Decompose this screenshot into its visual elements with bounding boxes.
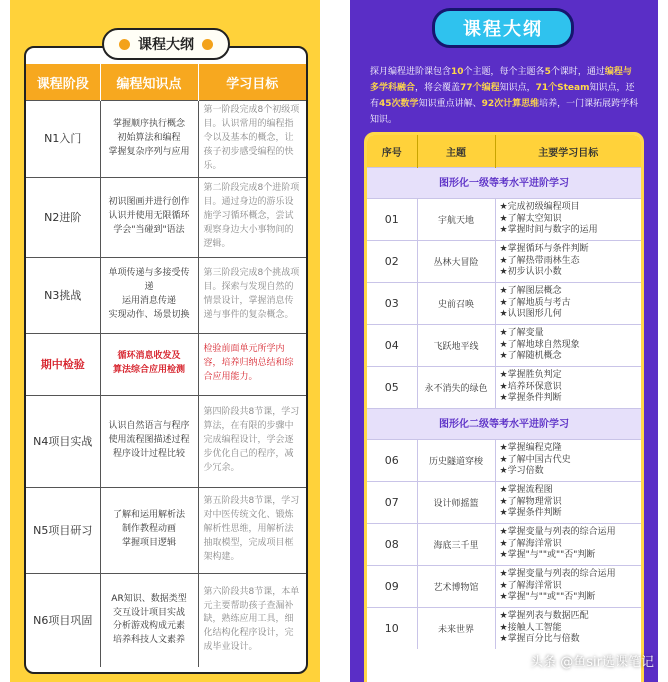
intro-text: 知识重点讲解、	[418, 99, 482, 109]
section-title: 图形化一级等考水平进阶学习	[367, 168, 641, 199]
goal-cell: 第一阶段完成8个初级项目。认识常用的编程指令以及基本的概念，让孩子初步感受编程的快乐。	[198, 101, 306, 178]
goal-cell: 第四阶段共8节课，学习算法，在有限的步骤中完成编程设计，学会逐步优化自己的程序，减少冗余。	[198, 395, 306, 487]
header-stage: 课程阶段	[26, 64, 100, 101]
number-cell: 04	[367, 325, 417, 367]
table-row	[26, 573, 306, 667]
goals-cell: ★完成初级编程项目 ★了解太空知识 ★掌握时间与数字的运用	[495, 199, 641, 241]
knowledge-cell: 认识自然语言与程序 使用流程图描述过程 程序设计过程比较	[100, 395, 198, 487]
topic-cell: 海底三千里	[417, 524, 495, 566]
right-title: 课程大纲	[463, 19, 543, 40]
goals-cell: ★掌握变量与列表的综合运用 ★了解海洋常识 ★掌握"与""或""否"判断	[495, 524, 641, 566]
intro-text: 培养，一门课拓展跨学科知识。	[370, 99, 639, 125]
intro-text: 探月编程进阶课包含	[370, 67, 452, 77]
table-row	[26, 395, 306, 487]
goal-cell: 第六阶段共8节课，本单元主要帮助孩子查漏补缺，熟练应用工具，细化结构化程序设计，完成毕业设计。	[198, 573, 306, 667]
goals-cell: ★了解变量 ★了解地球自然现象 ★了解随机概念	[495, 325, 641, 367]
orange-dot-icon	[119, 39, 130, 50]
intro-number: 10	[451, 67, 464, 77]
goals-cell: ★掌握流程图 ★了解物理常识 ★掌握条件判断	[495, 482, 641, 524]
intro-text: 个主题，每个主题各	[463, 67, 545, 77]
goals-cell: ★了解图层概念 ★了解地质与考古 ★认识图形几何	[495, 283, 641, 325]
intro-paragraph	[370, 64, 640, 128]
section-title: 图形化二级等考水平进阶学习	[367, 409, 641, 440]
intro-number: 5	[544, 67, 551, 77]
intro-text: 知识点，还有	[370, 83, 635, 109]
table-row	[367, 608, 641, 650]
topic-cell: 丛林大冒险	[417, 241, 495, 283]
table-row	[367, 566, 641, 608]
goals-cell: ★掌握循环与条件判断 ★了解热带雨林生态 ★初步认识小数	[495, 241, 641, 283]
knowledge-cell: 掌握顺序执行概念 初始算法和编程 掌握复杂序列与应用	[100, 101, 198, 178]
stage-cell: N1入门	[26, 101, 100, 178]
intro-highlight: 个编程	[472, 83, 500, 93]
table-row	[367, 199, 641, 241]
stage-cell: 期中检验	[26, 333, 100, 395]
knowledge-cell: 单项传递与多接受传递 运用消息传递 实现动作、场景切换	[100, 257, 198, 333]
stage-cell: N6项目巩固	[26, 573, 100, 667]
intro-highlight: 次数学	[391, 99, 419, 109]
goal-cell: 第二阶段完成8个进阶项目。通过身边的游乐设施学习循环概念，尝试观察身边大小事物间的逻辑。	[198, 177, 306, 257]
goals-cell: ★掌握胜负判定 ★培养环保意识 ★掌握条件判断	[495, 367, 641, 409]
goals-cell: ★掌握编程克隆 ★了解中国古代史 ★学习倍数	[495, 440, 641, 482]
header-topic: 主题	[417, 135, 495, 168]
number-cell: 10	[367, 608, 417, 650]
knowledge-cell: 了解和运用解析法 制作教程动画 掌握项目逻辑	[100, 487, 198, 573]
intro-number: 45	[379, 99, 392, 109]
watermark: 头条 @鱼sir选课笔记	[530, 655, 654, 670]
topic-cell: 宇航天地	[417, 199, 495, 241]
goals-cell: ★掌握列表与数据匹配 ★接触人工智能 ★掌握百分比与倍数	[495, 608, 641, 650]
header-number: 序号	[367, 135, 417, 168]
table-row	[26, 487, 306, 573]
number-cell: 09	[367, 566, 417, 608]
topic-cell: 史前召唤	[417, 283, 495, 325]
section-row	[367, 409, 641, 440]
table-row	[367, 283, 641, 325]
topic-cell: 永不消失的绿色	[417, 367, 495, 409]
stage-cell: N3挑战	[26, 257, 100, 333]
left-title: 课程大纲	[138, 37, 194, 53]
left-table-header-row	[26, 64, 306, 101]
goal-cell: 第三阶段完成8个挑战项目。探索与发现自然的情景设计，掌握消息传递与事件的复杂概念。	[198, 257, 306, 333]
table-row	[367, 325, 641, 367]
topic-cell: 历史隧道穿梭	[417, 440, 495, 482]
intro-number: 92	[481, 99, 495, 109]
table-row	[26, 101, 306, 178]
knowledge-cell: 初识图画并进行创作 认识并使用无限循环 学会"当碰到"语法	[100, 177, 198, 257]
intro-number: 71	[535, 83, 549, 93]
number-cell: 02	[367, 241, 417, 283]
number-cell: 03	[367, 283, 417, 325]
stage-cell: N4项目实战	[26, 395, 100, 487]
table-row	[367, 440, 641, 482]
knowledge-cell: AR知识、数据类型 交互设计项目实战 分析游戏构成元素 培养科技人文素养	[100, 573, 198, 667]
topic-cell: 艺术博物馆	[417, 566, 495, 608]
topic-cell: 设计师摇篮	[417, 482, 495, 524]
intro-highlight: 编程与多学科融合	[370, 67, 632, 93]
right-table-header-row	[367, 135, 641, 168]
right-course-table	[364, 132, 644, 682]
right-title-badge	[432, 8, 574, 48]
left-title-badge	[102, 28, 230, 60]
number-cell: 07	[367, 482, 417, 524]
right-syllabus-panel	[350, 0, 658, 682]
left-syllabus-table	[24, 46, 308, 674]
table-row	[26, 333, 306, 395]
table-row	[367, 524, 641, 566]
goals-cell: ★掌握变量与列表的综合运用 ★了解海洋常识 ★掌握"与""或""否"判断	[495, 566, 641, 608]
number-cell: 01	[367, 199, 417, 241]
number-cell: 05	[367, 367, 417, 409]
section-row	[367, 168, 641, 199]
knowledge-cell: 循环消息收发及 算法综合应用检测	[100, 333, 198, 395]
number-cell: 08	[367, 524, 417, 566]
intro-text: ，将会覆盖	[415, 83, 461, 93]
intro-number: 77	[460, 83, 473, 93]
stage-cell: N2进阶	[26, 177, 100, 257]
header-goal: 学习目标	[198, 64, 306, 101]
table-row	[367, 482, 641, 524]
intro-highlight: 次计算思维	[494, 99, 540, 109]
intro-text: 个课时，通过	[550, 67, 605, 77]
orange-dot-icon	[202, 39, 213, 50]
header-knowledge: 编程知识点	[100, 64, 198, 101]
table-row	[26, 177, 306, 257]
topic-cell: 未来世界	[417, 608, 495, 650]
goal-cell: 检验前面单元所学内容，培养归纳总结和综合应用能力。	[198, 333, 306, 395]
table-row	[26, 257, 306, 333]
header-main-goal: 主要学习目标	[495, 135, 641, 168]
table-row	[367, 241, 641, 283]
table-row	[367, 367, 641, 409]
topic-cell: 飞跃地平线	[417, 325, 495, 367]
intro-highlight: 个Steam	[548, 83, 590, 93]
stage-cell: N5项目研习	[26, 487, 100, 573]
goal-cell: 第五阶段共8节课，学习对中医传统文化、锻炼解析性思维，用解析法抽取模型，完成项目框架构建。	[198, 487, 306, 573]
number-cell: 06	[367, 440, 417, 482]
left-syllabus-panel	[10, 0, 320, 682]
intro-text: 知识点，	[499, 83, 536, 93]
